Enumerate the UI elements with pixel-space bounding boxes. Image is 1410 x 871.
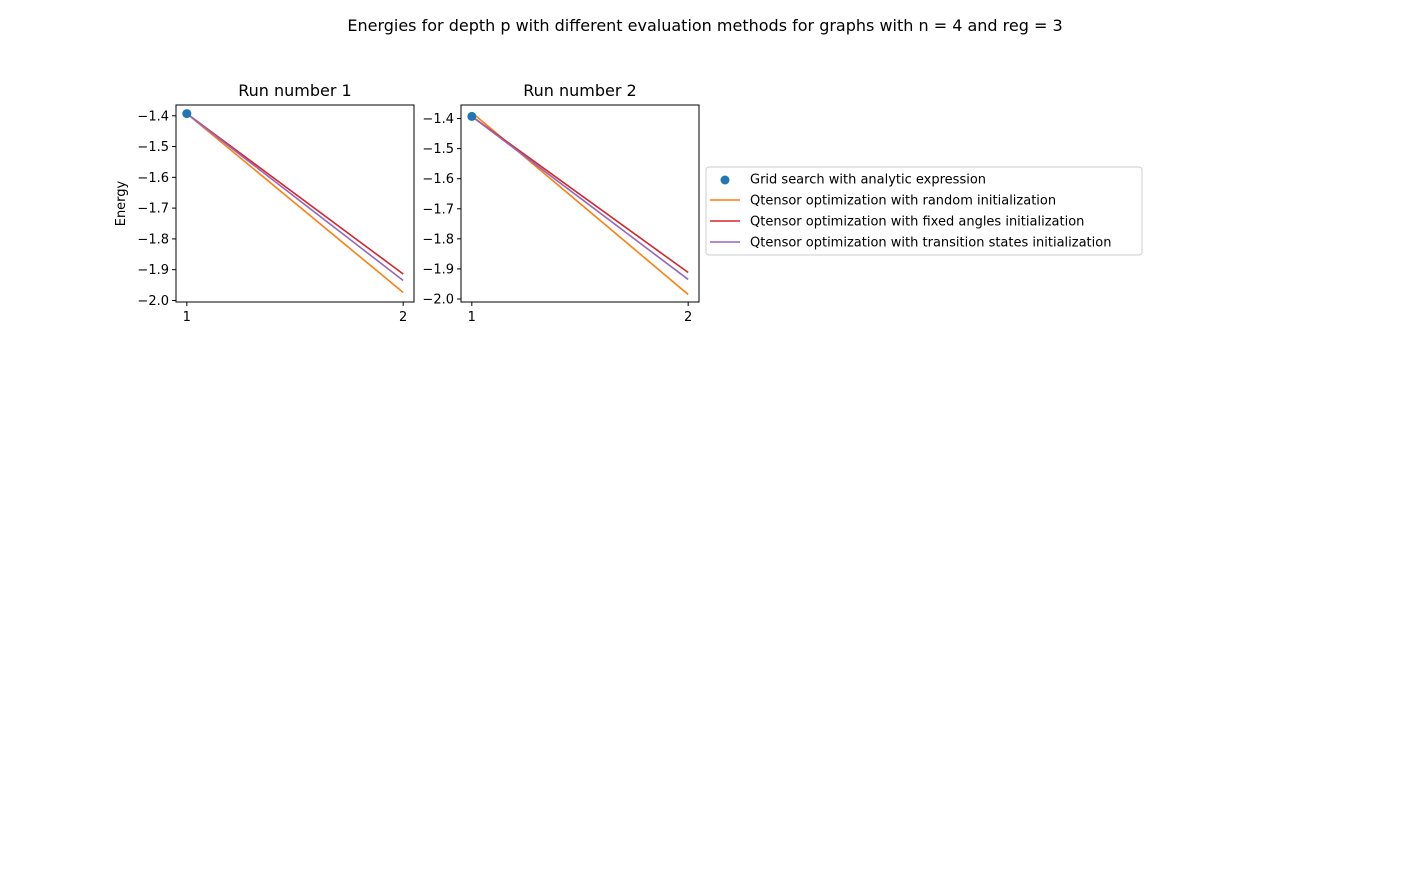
y-tick-label: −1.6 xyxy=(422,172,454,188)
y-tick-label: −1.4 xyxy=(422,112,454,128)
legend-label: Qtensor optimization with transition states initialization xyxy=(750,235,1112,251)
y-axis-label: Energy xyxy=(114,180,129,227)
y-tick-label: −1.6 xyxy=(137,170,169,186)
series-line xyxy=(187,114,403,281)
y-tick-label: −1.8 xyxy=(422,232,454,248)
legend-marker xyxy=(721,176,730,185)
x-tick-label: 1 xyxy=(467,310,476,325)
x-tick-label: 2 xyxy=(684,310,693,325)
subplot-1 xyxy=(114,81,414,325)
y-tick-label: −2.0 xyxy=(137,293,169,309)
x-tick-label: 1 xyxy=(182,310,191,325)
series-line xyxy=(472,116,688,272)
figure-suptitle: Energies for depth p with different evaluation methods for graphs with n = 4 and reg = 3 xyxy=(347,16,1063,35)
y-tick-label: −1.4 xyxy=(137,109,169,125)
subplots xyxy=(114,81,699,325)
y-tick-label: −1.9 xyxy=(422,262,454,278)
subplot-title: Run number 1 xyxy=(238,81,352,100)
subplot-2 xyxy=(422,81,699,325)
legend xyxy=(706,167,1142,255)
x-tick-label: 2 xyxy=(399,310,408,325)
y-tick-label: −1.7 xyxy=(137,201,169,217)
subplot-title: Run number 2 xyxy=(523,81,637,100)
series-line xyxy=(472,116,688,279)
y-tick-label: −1.7 xyxy=(422,202,454,218)
legend-label: Qtensor optimization with fixed angles initialization xyxy=(750,214,1085,230)
y-tick-label: −2.0 xyxy=(422,292,454,308)
y-tick-label: −1.9 xyxy=(137,263,169,279)
y-tick-label: −1.5 xyxy=(422,142,454,158)
legend-entry xyxy=(721,173,987,188)
legend-entry xyxy=(710,215,1084,230)
scatter-point xyxy=(182,109,191,118)
legend-entry xyxy=(710,194,1056,209)
legend-label: Grid search with analytic expression xyxy=(750,172,987,188)
series-line xyxy=(187,114,403,293)
y-tick-label: −1.8 xyxy=(137,232,169,248)
legend-entry xyxy=(710,236,1111,251)
y-tick-label: −1.5 xyxy=(137,140,169,156)
scatter-point xyxy=(467,112,476,121)
legend-label: Qtensor optimization with random initialization xyxy=(750,193,1057,209)
